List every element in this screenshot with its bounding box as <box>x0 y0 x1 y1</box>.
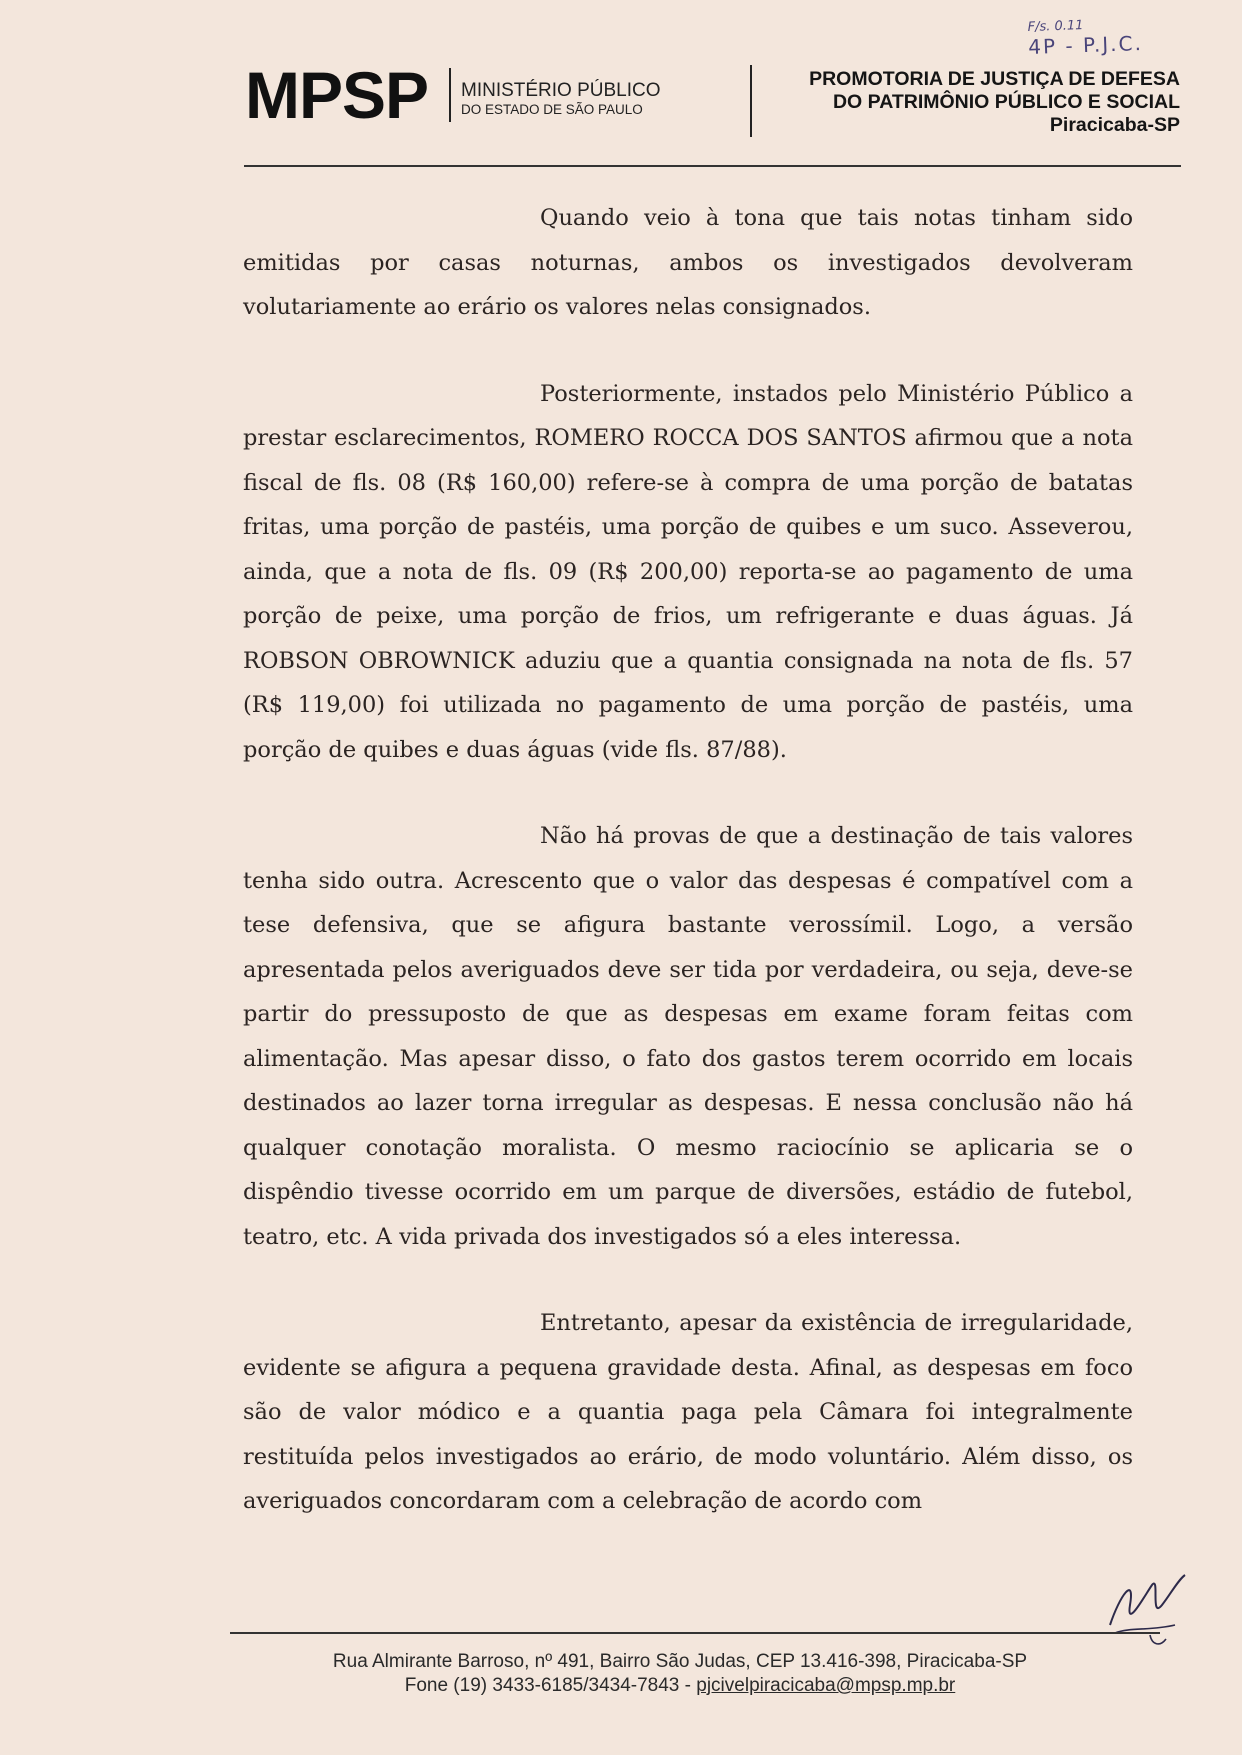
stamp-line2: 4P - P.J.C. <box>1027 31 1144 59</box>
paragraph-4: Entretanto, apesar da existência de irregularidade, evidente se afigura a pequena gravidade desta. Afinal, as despesas em foco são de valor módico e a quantia paga pela Câmara foi integralmente restituída pelos investigados ao erário, de modo voluntário. Além disso, os averiguados concordaram com a celebração de acordo com <box>243 1310 1133 1514</box>
page-stamp <box>1027 16 1143 59</box>
ministry-name <box>461 80 661 118</box>
footer-email-link[interactable]: pjcivelpiracicaba@mpsp.mp.br <box>696 1675 956 1696</box>
promotoria-line3: Piracicaba-SP <box>1049 114 1180 136</box>
stamp-line1: F/s. 0.11 <box>1027 18 1084 36</box>
paragraph-3: Não há provas de que a destinação de tais valores tenha sido outra. Acrescento que o valor das despesas é compatível com a tese defensiva, que se afigura bastante verossímil. Logo, a versão apresentada pelos averiguados deve ser tida por verdadeira, ou seja, deve-se partir do pressuposto de que as despesas em exame foram feitas com alimentação. Mas apesar disso, o fato dos gastos terem ocorrido em locais destinados ao lazer torna irregular as despesas. E nessa conclusão não há qualquer conotação moralista. O mesmo raciocínio se aplicaria se o dispêndio tivesse ocorrido em um parque de diversões, estádio de futebol, teatro, etc. A vida privada dos investigados só a eles interessa. <box>243 823 1133 1250</box>
paragraph-1: Quando veio à tona que tais notas tinham sido emitidas por casas noturnas, ambos os investigados devolveram volutariamente ao erário os valores nelas consignados. <box>243 205 1133 320</box>
promotoria-line2: DO PATRIMÔNIO PÚBLICO E SOCIAL <box>832 91 1180 113</box>
ministry-line1: MINISTÉRIO PÚBLICO <box>461 80 661 101</box>
header-divider <box>750 65 752 137</box>
footer-address: Rua Almirante Barroso, nº 491, Bairro São Judas, CEP 13.416-398, Piracicaba-SP <box>332 1651 1028 1672</box>
footer <box>200 1650 1160 1698</box>
footer-phone: Fone (19) 3433-6185/3434-7843 - <box>404 1675 697 1696</box>
ministry-line2: DO ESTADO DE SÃO PAULO <box>461 102 643 117</box>
header-rule <box>244 165 1181 167</box>
promotoria-line1: PROMOTORIA DE JUSTIÇA DE DEFESA <box>809 68 1180 90</box>
footer-contact <box>200 1674 1160 1698</box>
promotoria-block <box>775 68 1180 137</box>
handwritten-signature-icon <box>1090 1535 1190 1645</box>
document-body <box>243 196 1133 1524</box>
footer-rule <box>230 1632 1160 1634</box>
mpsp-logo: MPSP <box>245 58 429 132</box>
paragraph-2: Posteriormente, instados pelo Ministério Público a prestar esclarecimentos, ROMERO ROCCA DOS SANTOS afirmou que a nota fiscal de fls. 08 (R$ 160,00) refere-se à compra de uma porção de batatas fritas, uma porção de pastéis, uma porção de quibes e um suco. Asseverou, ainda, que a nota de fls. 09 (R$ 200,00) reporta-se ao pagamento de uma porção de peixe, uma porção de frios, um refrigerante e duas águas. Já ROBSON OBROWNICK aduziu que a quantia consignada na nota de fls. 57 (R$ 119,00) foi utilizada no pagamento de uma porção de pastéis, uma porção de quibes e duas águas (vide fls. 87/88). <box>243 380 1133 763</box>
logo-divider <box>449 68 451 122</box>
